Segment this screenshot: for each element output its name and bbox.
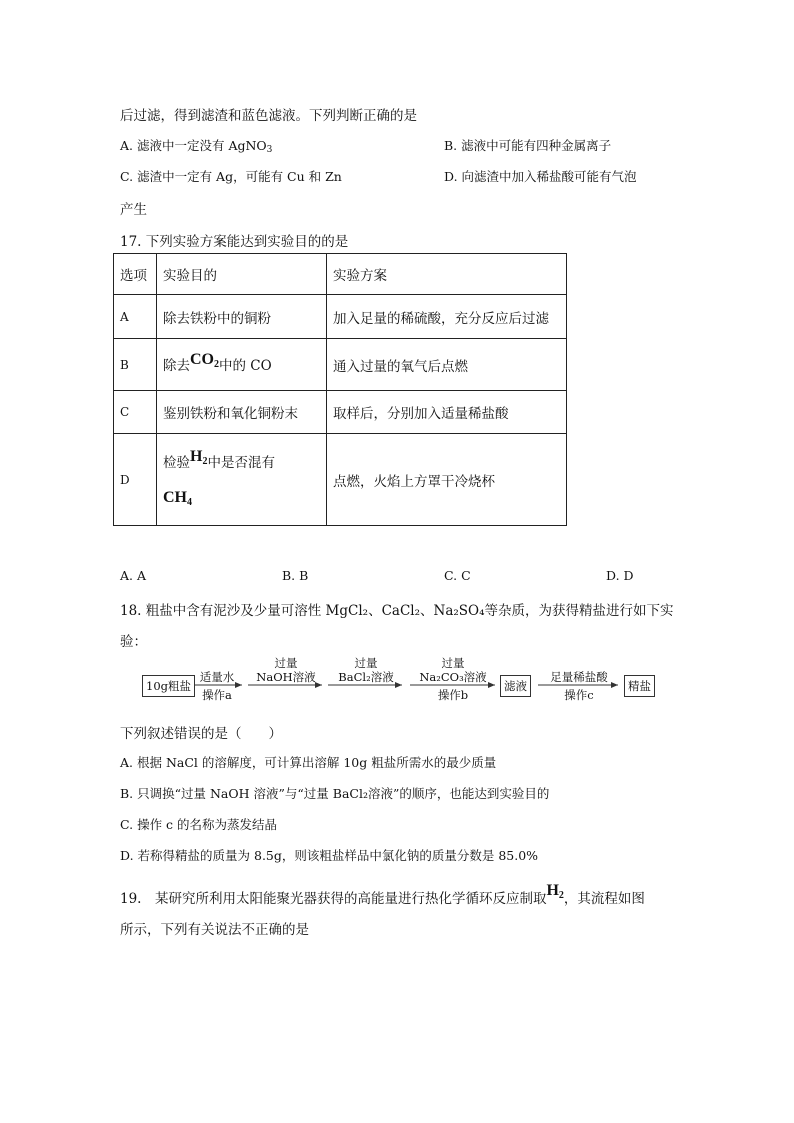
flow-start-box: 10g粗盐 bbox=[142, 675, 195, 697]
q19-formula-h2 bbox=[546, 882, 563, 899]
flow-step3-top2: BaCl₂溶液 bbox=[338, 670, 394, 684]
flow-end-box: 精盐 bbox=[624, 675, 655, 697]
row-b-purpose-post: 中的 CO bbox=[219, 357, 272, 374]
q17-choice-c: C. C bbox=[444, 568, 471, 583]
q18-option-b: B. 只调换“过量 NaOH 溶液”与“过量 BaCl₂溶液”的顺序，也能达到实验目的 bbox=[120, 786, 550, 801]
row-d-formula-ch-sub: 4 bbox=[187, 496, 192, 508]
row-d-plan: 点燃，火焰上方罩干冷烧杯 bbox=[327, 434, 567, 526]
q17-choice-b: B. B bbox=[282, 568, 309, 583]
row-d-formula-ch4 bbox=[163, 489, 320, 508]
q19-stem-line1 bbox=[120, 882, 645, 909]
q18-flow-diagram bbox=[140, 655, 665, 710]
table-row bbox=[114, 295, 567, 339]
q18-option-d: D. 若称得精盐的质量为 8.5g，则该粗盐样品中氯化钠的质量分数是 85.0% bbox=[120, 848, 539, 863]
q17-stem: 17. 下列实验方案能达到实验目的的是 bbox=[120, 234, 349, 250]
flow-step4-top1: 过量 bbox=[441, 656, 465, 670]
row-b-purpose bbox=[157, 339, 327, 391]
row-b-formula-main: CO bbox=[190, 350, 214, 368]
q16-option-b: B. 滤液中可能有四种金属离子 bbox=[444, 138, 612, 153]
q16-option-d-wrap: 产生 bbox=[120, 202, 147, 218]
q17-table bbox=[113, 253, 567, 526]
q16-option-a-text: A. 滤液中一定没有 AgNO bbox=[120, 138, 267, 153]
row-c-option: C bbox=[114, 391, 157, 434]
flow-step4-top2: Na₂CO₃溶液 bbox=[419, 670, 487, 684]
header-option: 选项 bbox=[114, 254, 157, 295]
row-b-formula-sub: 2 bbox=[214, 358, 219, 370]
row-d-purpose bbox=[157, 434, 327, 526]
row-b-option: B bbox=[114, 339, 157, 391]
row-b-formula-co2 bbox=[190, 351, 219, 368]
row-b-plan: 通入过量的氧气后点燃 bbox=[327, 339, 567, 391]
row-c-plan: 取样后，分别加入适量稀盐酸 bbox=[327, 391, 567, 434]
q18-question: 下列叙述错误的是（ ） bbox=[120, 726, 282, 742]
row-d-formula-h-sub: 2 bbox=[202, 455, 208, 467]
q19-stem-post: ，其流程如图 bbox=[563, 891, 645, 907]
q17-choice-d: D. D bbox=[606, 568, 634, 583]
row-d-formula-h2 bbox=[190, 448, 207, 465]
table-row bbox=[114, 434, 567, 526]
q19-stem-line2: 所示，下列有关说法不正确的是 bbox=[120, 922, 309, 938]
flow-step5-bottom: 操作c bbox=[564, 688, 594, 702]
q17-choice-a: A. A bbox=[120, 568, 147, 583]
table-row bbox=[114, 339, 567, 391]
q18-option-a: A. 根据 NaCl 的溶解度，可计算出溶解 10g 粗盐所需水的最少质量 bbox=[120, 755, 497, 770]
q18-stem-line1: 18. 粗盐中含有泥沙及少量可溶性 MgCl₂、CaCl₂、Na₂SO₄等杂质，为获得精盐进行如下实 bbox=[120, 603, 674, 619]
q19-formula-h-sub: 2 bbox=[558, 890, 564, 901]
row-d-option: D bbox=[114, 434, 157, 526]
row-d-purpose-pre: 检验 bbox=[163, 454, 190, 471]
flow-step1-bottom: 操作a bbox=[202, 688, 232, 702]
row-d-purpose-post: 中是否混有 bbox=[207, 454, 275, 471]
q16-option-d: D. 向滤渣中加入稀盐酸可能有气泡 bbox=[444, 169, 637, 184]
q16-stem-continuation: 后过滤，得到滤渣和蓝色滤液。下列判断正确的是 bbox=[120, 108, 417, 124]
row-a-purpose: 除去铁粉中的铜粉 bbox=[157, 295, 327, 339]
q16-option-a-sub: 3 bbox=[266, 145, 273, 155]
row-d-purpose-line1 bbox=[163, 447, 320, 479]
flow-step3-top1: 过量 bbox=[354, 656, 378, 670]
table-header-row bbox=[114, 254, 567, 295]
table-row bbox=[114, 391, 567, 434]
row-a-option: A bbox=[114, 295, 157, 339]
flow-step2-top1: 过量 bbox=[274, 656, 298, 670]
q16-option-a bbox=[120, 136, 272, 155]
row-b-purpose-pre: 除去 bbox=[163, 357, 190, 374]
flow-step5-top: 足量稀盐酸 bbox=[550, 670, 608, 684]
row-d-formula-h: H bbox=[190, 447, 203, 465]
header-purpose: 实验目的 bbox=[157, 254, 327, 295]
q18-stem-line2: 验： bbox=[120, 634, 147, 650]
flow-step1-top: 适量水 bbox=[199, 670, 235, 684]
flow-step2-top2: NaOH溶液 bbox=[256, 670, 316, 684]
flow-step4-bottom: 操作b bbox=[437, 688, 469, 702]
flow-filtrate-box: 滤液 bbox=[500, 675, 531, 697]
header-plan: 实验方案 bbox=[327, 254, 567, 295]
row-a-plan: 加入足量的稀硫酸，充分反应后过滤 bbox=[327, 295, 567, 339]
row-d-formula-ch: CH bbox=[163, 488, 187, 506]
q19-formula-h: H bbox=[546, 882, 559, 899]
q19-stem-pre: 19. 某研究所利用太阳能聚光器获得的高能量进行热化学循环反应制取 bbox=[120, 891, 547, 907]
row-c-purpose: 鉴别铁粉和氧化铜粉末 bbox=[157, 391, 327, 434]
q16-option-c: C. 滤渣中一定有 Ag，可能有 Cu 和 Zn bbox=[120, 169, 342, 184]
q18-option-c: C. 操作 c 的名称为蒸发结晶 bbox=[120, 817, 278, 832]
